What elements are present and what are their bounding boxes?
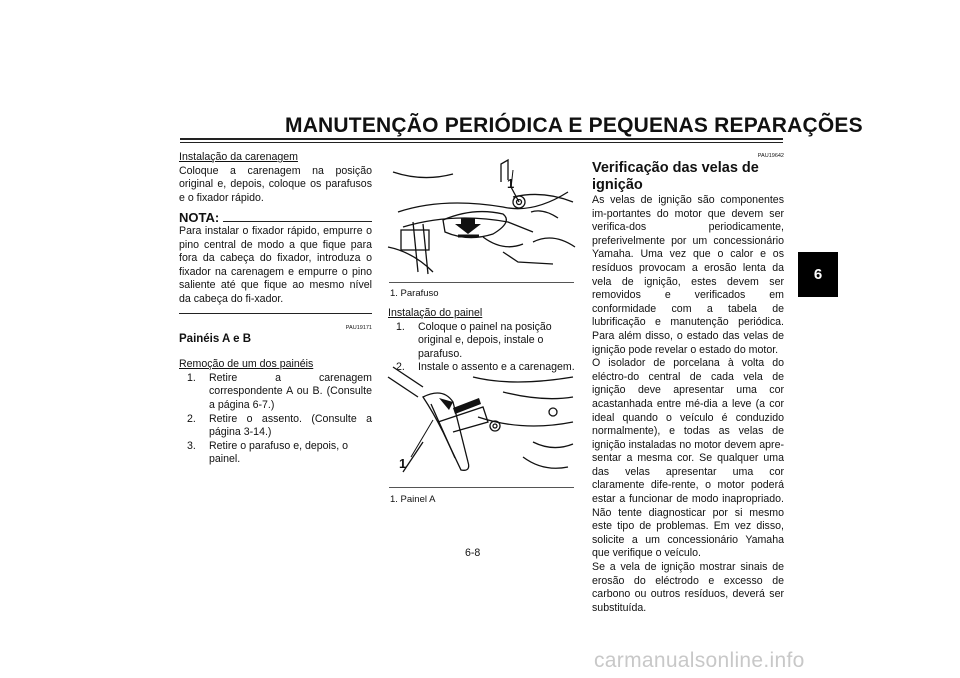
- figure1-callout: 1: [507, 176, 515, 191]
- panels-heading: Painéis A e B: [179, 332, 252, 345]
- watermark: carmanualsonline.info: [594, 649, 805, 672]
- nota-label: NOTA:: [179, 210, 220, 226]
- title-rule: [180, 138, 783, 140]
- install-cowling-text: Coloque a carenagem na posição original e, depois, coloque os parafusos e o fixador rápido.: [179, 164, 372, 204]
- page-title: MANUTENÇÃO PERIÓDICA E PEQUENAS REPARAÇÕES: [285, 114, 863, 137]
- removal-steps: [179, 372, 372, 467]
- section-code: PAU19171: [345, 324, 372, 331]
- list-item: 1. Coloque o painel na posição original e, depois, instale o parafuso.: [396, 320, 552, 360]
- figure2-callout: 1: [399, 456, 407, 471]
- spark-plug-heading: Verificação das velas de ignição: [592, 160, 759, 193]
- figure1-caption: 1. Parafuso: [390, 288, 439, 299]
- list-item: 2. Retire o assento. (Consulte a página 3-14.): [187, 412, 372, 439]
- figure2-caption: 1. Painel A: [390, 494, 436, 505]
- nota-header: [179, 211, 372, 225]
- right-column: [592, 152, 784, 615]
- list-item: 2. Instale o assento e a carenagem.: [396, 361, 575, 374]
- spark-plug-paragraph-3: Se a vela de ignição mostrar sinais de erosão do eléctrodo e excesso de carbono ou outros resíduos, deverá ser substituída.: [592, 561, 784, 614]
- chapter-tab: 6: [798, 252, 838, 297]
- figure1-caption-rule: [389, 282, 574, 283]
- nota-text: Para instalar o fixador rápido, empurre o pino central de modo a que fique para fora da cabeça do fixador, introduza o fixador na carenagem e empurre o pino saliente até que fique ao mesmo nível da cabeça do fi-xador.: [179, 224, 372, 305]
- figure2-caption-rule: [389, 487, 574, 488]
- figure-screw-illustration: [383, 152, 576, 280]
- spark-plug-paragraph-2: O isolador de porcelana à volta do eléctro-do central de cada vela de ignição deve apresentar uma cor acastanhada entre mé-dia a leve (a cor ideal quando o veículo é conduzido normalmente), e todas as velas de ignição instaladas no motor devem apre-sentar a mesma cor. Se qualquer uma das velas apresentar uma cor claramente dife-rente, o motor poderá estar a funcionar de modo inapropriado. Não tente diagnosticar por si mesmo este tipo de problemas. Em vez disso, solicite a um concessionário Yamaha que verifique o veículo.: [592, 357, 784, 560]
- install-panel-heading: Instalação do painel: [388, 307, 483, 319]
- spark-plug-paragraph-1: As velas de ignição são componentes im-portantes do motor que devem ser verifica-dos periodicamente, preferivelmente por um concessionário Yamaha. Uma vez que o calor e os resíduos provocam a erosão lenta da vela de ignição, estes devem ser removidos e verificados em conformidade com a tabela de lubrificação e manutenção periódica. Para além disso, o estado das velas de ignição pode revelar o estado do motor.: [592, 194, 784, 356]
- removal-heading: Remoção de um dos painéis: [179, 358, 314, 371]
- list-item: 1. Retire a carenagem correspondente A ou B. (Consulte a página 6-7.): [187, 371, 372, 411]
- title-rule-thin: [180, 142, 783, 143]
- figure-panel-illustration: [383, 362, 576, 487]
- list-item: 3. Retire o parafuso e, depois, o painel.: [187, 439, 348, 466]
- nota-rule: [223, 221, 372, 222]
- nota-end-rule: [179, 313, 372, 314]
- install-cowling-heading: Instalação da carenagem: [179, 151, 298, 163]
- section-code: PAU19642: [757, 153, 784, 159]
- page-number: 6-8: [465, 547, 481, 559]
- left-column: [179, 151, 372, 467]
